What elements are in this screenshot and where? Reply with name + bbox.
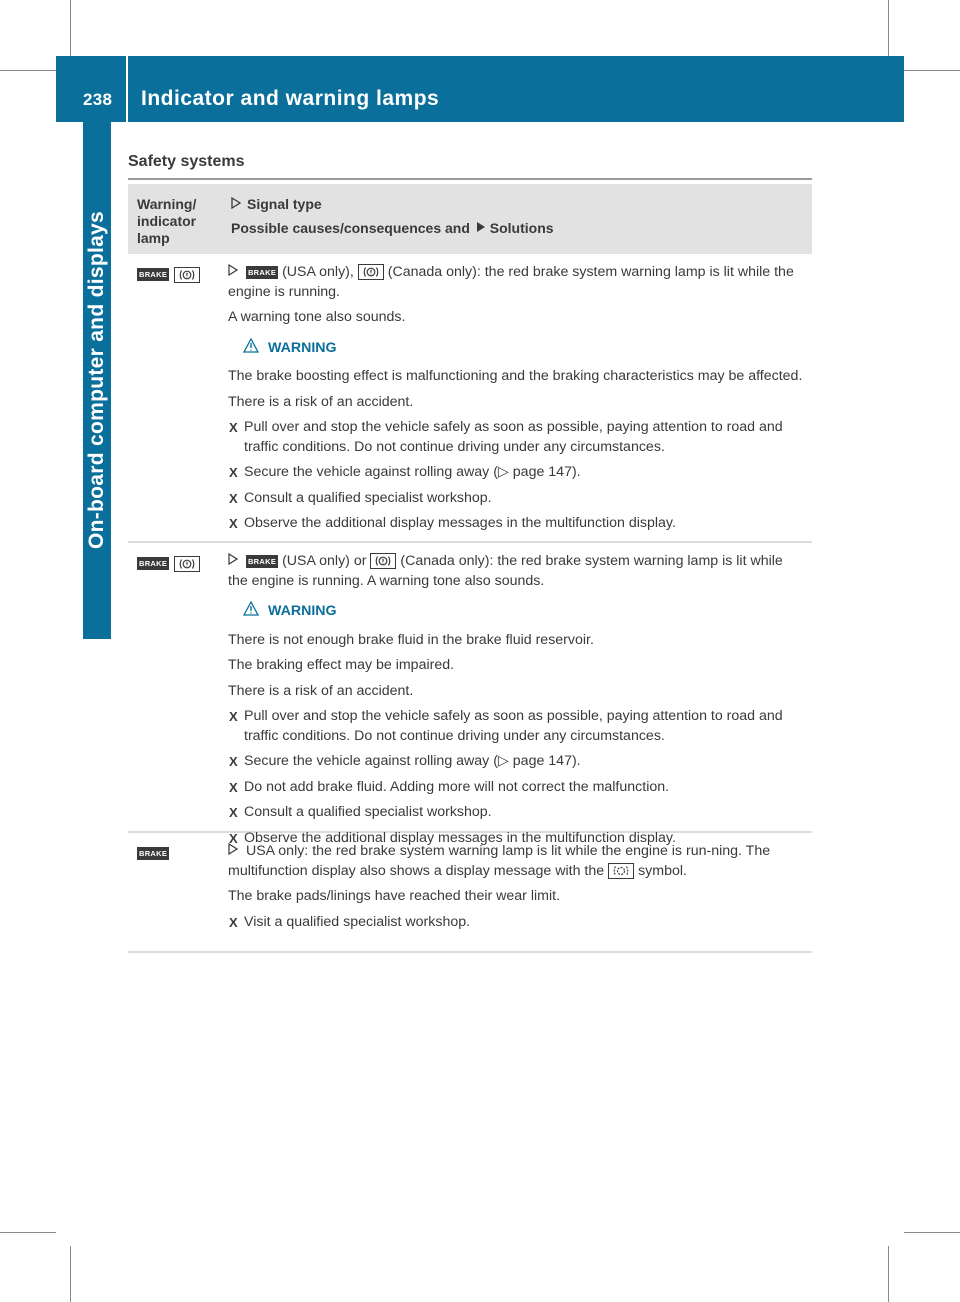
step-text: Observe the additional display messages in the multifunction display. [244, 515, 676, 531]
signal-triangle-icon [228, 842, 238, 862]
row-content [228, 552, 804, 854]
crop-mark [70, 0, 71, 56]
action-step [228, 514, 804, 534]
section-divider [128, 178, 812, 180]
signal-triangle-icon [228, 263, 238, 283]
warning-heading [228, 338, 804, 360]
action-step [228, 803, 804, 823]
crop-mark [0, 1232, 56, 1233]
action-step [228, 489, 804, 509]
step-marker-icon: X [229, 420, 238, 435]
action-step [228, 913, 804, 933]
brake-lamp-icon: BRAKE [139, 270, 168, 280]
step-marker-icon: X [229, 830, 238, 846]
brake-lamp-icon: BRAKE [139, 849, 168, 859]
signal-text: symbol. [638, 862, 687, 879]
action-step [228, 752, 804, 772]
crop-mark [904, 1232, 960, 1233]
crop-mark [888, 1246, 889, 1302]
paragraph: The brake boosting effect is malfunctioning and the braking characteristics may be affected. [228, 368, 803, 384]
causes-label: Possible causes/consequences and [231, 220, 470, 236]
brake-lamp-icon: BRAKE [139, 559, 168, 569]
step-text: Consult a qualified specialist workshop. [244, 804, 492, 820]
step-marker-icon: X [229, 516, 238, 531]
step-marker-icon: X [229, 465, 238, 480]
action-step [228, 418, 804, 457]
step-marker-icon: X [229, 754, 238, 769]
section-title: Safety systems [128, 153, 245, 170]
warning-label: WARNING [268, 603, 337, 619]
warning-triangle-icon [243, 338, 259, 360]
brake-circle-lamp-icon [370, 553, 396, 569]
table-header [128, 184, 812, 254]
step-marker-icon: X [229, 490, 238, 506]
signal-description [228, 842, 804, 881]
brake-pad-wear-icon [608, 863, 634, 879]
step-text: Observe the additional display messages in the multifunction display. [244, 829, 676, 846]
step-text: Visit a qualified specialist workshop. [244, 913, 471, 930]
step-marker-icon: X [229, 914, 238, 930]
step-marker-icon: X [229, 805, 238, 820]
signal-text: (Canada only): the red brake system warning lamp is lit while the engine is running. A warning tone also sounds. [228, 553, 783, 589]
warning-triangle-icon [243, 601, 259, 623]
brake-circle-lamp-icon [358, 264, 384, 280]
action-arrow-icon [476, 220, 486, 236]
step-marker-icon: X [229, 709, 238, 724]
signal-text: (Canada only): the red brake system warning lamp is lit while the engine is running. [228, 264, 794, 300]
column-header-signal [231, 196, 322, 212]
row-content [228, 842, 804, 938]
lamp-cell [137, 266, 200, 284]
step-text: Do not add brake fluid. Adding more will not correct the malfunction. [244, 778, 670, 795]
table-row [128, 543, 812, 846]
signal-text: USA only: the red brake system warning lamp is lit while the engine is run-ning. The multifunction display also shows a display message with the [228, 843, 771, 879]
column-header-lamp: Warning/ indicator lamp [137, 196, 197, 246]
step-text: Secure the vehicle against rolling away (▷ page 147). [244, 753, 581, 769]
crop-mark [70, 1246, 71, 1302]
chapter-label: On-board computer and displays [85, 210, 108, 550]
step-marker-icon: X [229, 779, 238, 795]
paragraph: There is a risk of an accident. [228, 682, 414, 699]
page-number: 238 [83, 90, 113, 109]
signal-text: (USA only) or [282, 553, 367, 569]
action-step [228, 463, 804, 483]
table-row [128, 833, 812, 953]
table-row [128, 254, 812, 543]
brake-lamp-icon: BRAKE [247, 267, 277, 277]
warning-label: WARNING [268, 339, 337, 356]
action-step [228, 707, 804, 746]
signal-type-label: Signal type [247, 196, 322, 212]
warning-heading [228, 601, 804, 623]
page-title: Indicator and warning lamps [141, 87, 440, 110]
step-text: Pull over and stop the vehicle safely as soon as possible, paying attention to road and traffic conditions. Do not continue driving under any circumstances. [244, 419, 783, 455]
signal-triangle-icon [228, 552, 238, 572]
crop-mark [904, 70, 960, 71]
signal-triangle-icon [231, 196, 241, 212]
paragraph: There is not enough brake fluid in the brake fluid reservoir. [228, 631, 594, 648]
lamp-cell [137, 845, 169, 863]
step-text: Secure the vehicle against rolling away (▷ page 147). [244, 464, 581, 480]
paragraph: The braking effect may be impaired. [228, 657, 455, 673]
signal-text: (USA only), [282, 264, 354, 280]
paragraph: The brake pads/linings have reached their wear limit. [228, 888, 560, 904]
paragraph: There is a risk of an accident. [228, 393, 414, 410]
crop-mark [0, 70, 56, 71]
signal-description [228, 263, 804, 302]
signal-description [228, 552, 804, 591]
row-content [228, 263, 804, 540]
header-divider [126, 56, 128, 122]
step-text: Consult a qualified specialist workshop. [244, 489, 492, 506]
brake-circle-lamp-icon [174, 267, 200, 283]
column-header-causes [231, 220, 554, 236]
solutions-label: Solutions [489, 220, 554, 236]
crop-mark [888, 0, 889, 56]
lamp-cell [137, 555, 200, 573]
brake-circle-lamp-icon [174, 556, 200, 572]
paragraph: A warning tone also sounds. [228, 309, 406, 325]
step-text: Pull over and stop the vehicle safely as soon as possible, paying attention to road and traffic conditions. Do not continue driving under any circumstances. [244, 708, 783, 744]
brake-lamp-icon: BRAKE [247, 556, 277, 566]
action-step [228, 778, 804, 798]
